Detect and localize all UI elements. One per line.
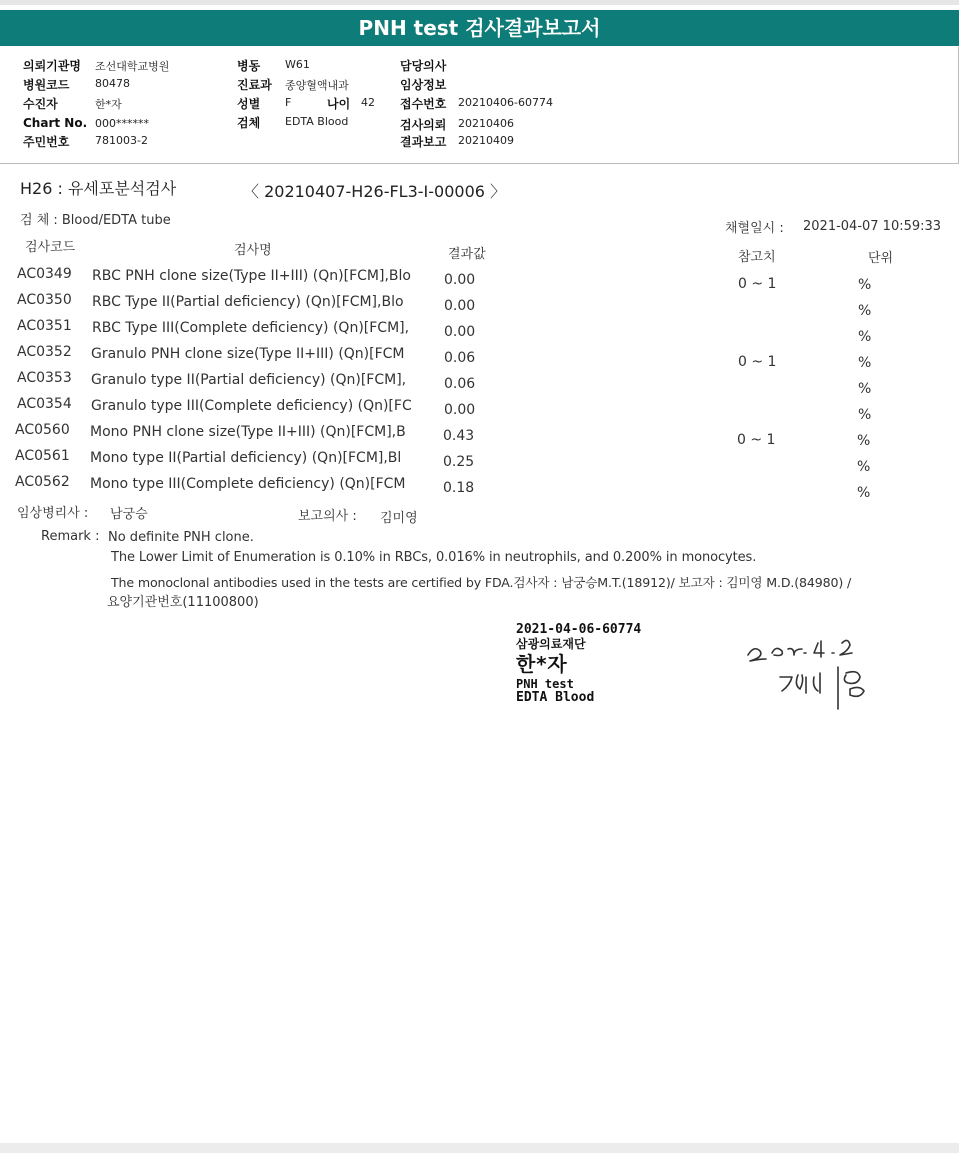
hospital-code-label: 병원코드 xyxy=(23,78,70,92)
row-code: AC0561 xyxy=(15,448,70,464)
sig-stroke xyxy=(748,649,766,661)
clinical-info-label: 임상정보 xyxy=(400,78,447,92)
row-unit: % xyxy=(858,303,872,319)
sig-stroke xyxy=(780,677,792,691)
receipt-no-value: 20210406-60774 xyxy=(458,96,553,109)
age-label: 나이 xyxy=(327,97,351,111)
institution-value: 조선대학교병원 xyxy=(95,60,170,73)
patient-value: 한*자 xyxy=(95,98,122,111)
row-result: 0.18 xyxy=(443,480,475,496)
row-result: 0.25 xyxy=(443,454,475,470)
report-title: PNH test 검사결과보고서 xyxy=(0,10,959,46)
row-result: 0.00 xyxy=(444,402,476,418)
ward-label: 병동 xyxy=(237,59,261,73)
row-unit: % xyxy=(858,355,872,371)
row-code: AC0351 xyxy=(17,318,72,334)
row-code: AC0562 xyxy=(15,474,70,490)
pathologist-label: 임상병리사 : xyxy=(17,506,89,521)
specimen-line: 검 체 : Blood/EDTA tube xyxy=(20,213,171,228)
stamp-line: PNH test xyxy=(516,677,574,691)
resident-no-label: 주민번호 xyxy=(23,135,70,149)
row-unit: % xyxy=(857,485,871,501)
report-date-value: 20210409 xyxy=(458,134,514,147)
specimen-value: EDTA Blood xyxy=(285,115,349,128)
reporter-label: 보고의사 : xyxy=(298,509,357,524)
row-unit: % xyxy=(858,381,872,397)
row-name: RBC Type II(Partial deficiency) (Qn)[FCM],Blo xyxy=(92,294,404,310)
row-name: Mono PNH clone size(Type II+III) (Qn)[FCM],B xyxy=(90,424,406,440)
row-unit: % xyxy=(857,433,871,449)
col-header-name: 검사명 xyxy=(234,243,272,258)
row-name: Granulo type III(Complete deficiency) (Qn)[FC xyxy=(91,398,412,414)
sig-stroke xyxy=(814,641,824,657)
stamp-line: 삼광의료재단 xyxy=(516,637,586,651)
remark-label: Remark : xyxy=(41,529,100,544)
sig-stroke xyxy=(796,675,806,693)
ward-value: W61 xyxy=(285,58,310,71)
row-code: AC0349 xyxy=(17,266,72,282)
sex-label: 성별 xyxy=(237,97,261,111)
sig-stroke xyxy=(840,640,852,655)
row-unit: % xyxy=(858,407,872,423)
stamp-line: 한*자 xyxy=(516,652,567,676)
row-name: RBC Type III(Complete deficiency) (Qn)[FCM], xyxy=(92,320,410,336)
handwritten-signature xyxy=(740,625,890,715)
specimen-label: 검체 xyxy=(237,116,261,130)
sex-value: F xyxy=(285,96,292,109)
request-date-label: 검사의뢰 xyxy=(400,118,447,132)
row-code: AC0353 xyxy=(17,370,72,386)
row-code: AC0354 xyxy=(17,396,72,412)
sig-stroke xyxy=(788,649,802,655)
row-ref: 0 ~ 1 xyxy=(737,432,776,448)
report-date-label: 결과보고 xyxy=(400,135,447,149)
hospital-code-value: 80478 xyxy=(95,77,130,90)
col-header-ref: 참고치 xyxy=(738,250,776,265)
patient-header xyxy=(0,47,959,164)
row-result: 0.43 xyxy=(443,428,475,444)
collection-label: 채혈일시 : xyxy=(725,221,784,236)
remark-line: 요양기관번호(11100800) xyxy=(107,595,259,610)
request-date-value: 20210406 xyxy=(458,117,514,130)
specimen-stamp xyxy=(516,623,641,705)
receipt-no-label: 접수번호 xyxy=(400,97,447,111)
row-name: Granulo type II(Partial deficiency) (Qn)[FCM], xyxy=(91,372,407,388)
institution-label: 의뢰기관명 xyxy=(23,59,81,73)
row-name: RBC PNH clone size(Type II+III) (Qn)[FCM],Blo xyxy=(92,268,411,284)
row-code: AC0350 xyxy=(17,292,72,308)
remark-line: No definite PNH clone. xyxy=(108,530,254,545)
sig-stroke xyxy=(814,673,821,693)
chart-no-label: Chart No. xyxy=(23,116,88,130)
col-header-result: 결과값 xyxy=(448,247,486,262)
row-ref: 0 ~ 1 xyxy=(738,276,777,292)
top-border xyxy=(0,0,959,5)
stamp-line: 2021-04-06-60774 xyxy=(516,622,642,637)
row-result: 0.06 xyxy=(444,376,476,392)
row-result: 0.00 xyxy=(444,324,476,340)
row-result: 0.00 xyxy=(444,298,476,314)
remark-line: The monoclonal antibodies used in the tests are certified by FDA.검사자 : 남궁승M.T.(18912)/ 보고자 : 김미영 M.D.(84980) / xyxy=(111,575,852,590)
resident-no-value: 781003-2 xyxy=(95,134,148,147)
col-header-code: 검사코드 xyxy=(25,240,76,255)
col-header-unit: 단위 xyxy=(868,251,894,266)
department-value: 종양혈액내과 xyxy=(285,79,349,92)
row-result: 0.06 xyxy=(444,350,476,366)
row-name: Mono type II(Partial deficiency) (Qn)[FCM],Bl xyxy=(90,450,402,466)
patient-label: 수진자 xyxy=(23,97,58,111)
stamp-line: EDTA Blood xyxy=(516,690,595,705)
row-name: Granulo PNH clone size(Type II+III) (Qn)[FCM xyxy=(91,346,405,362)
collection-datetime: 2021-04-07 10:59:33 xyxy=(803,219,942,234)
row-result: 0.00 xyxy=(444,272,476,288)
chart-no-value: 000****** xyxy=(95,117,149,130)
doctor-label: 담당의사 xyxy=(400,59,447,73)
row-code: AC0352 xyxy=(17,344,72,360)
sig-stroke xyxy=(844,672,864,697)
reporter-name: 김미영 xyxy=(380,511,418,526)
section-title: H26 : 유세포분석검사 xyxy=(20,179,177,198)
row-unit: % xyxy=(858,329,872,345)
department-label: 진료과 xyxy=(237,78,272,92)
row-code: AC0560 xyxy=(15,422,70,438)
row-name: Mono type III(Complete deficiency) (Qn)[FCM xyxy=(90,476,406,492)
row-ref: 0 ~ 1 xyxy=(738,354,777,370)
accession-number: 〈 20210407-H26-FL3-I-00006 〉 xyxy=(243,182,507,201)
row-unit: % xyxy=(857,459,871,475)
sig-stroke xyxy=(772,648,782,655)
age-value: 42 xyxy=(361,96,375,109)
remark-line: The Lower Limit of Enumeration is 0.10% in RBCs, 0.016% in neutrophils, and 0.200% in monocytes. xyxy=(111,550,757,565)
bottom-border xyxy=(0,1143,959,1153)
row-unit: % xyxy=(858,277,872,293)
pathologist-name: 남궁승 xyxy=(110,507,148,522)
